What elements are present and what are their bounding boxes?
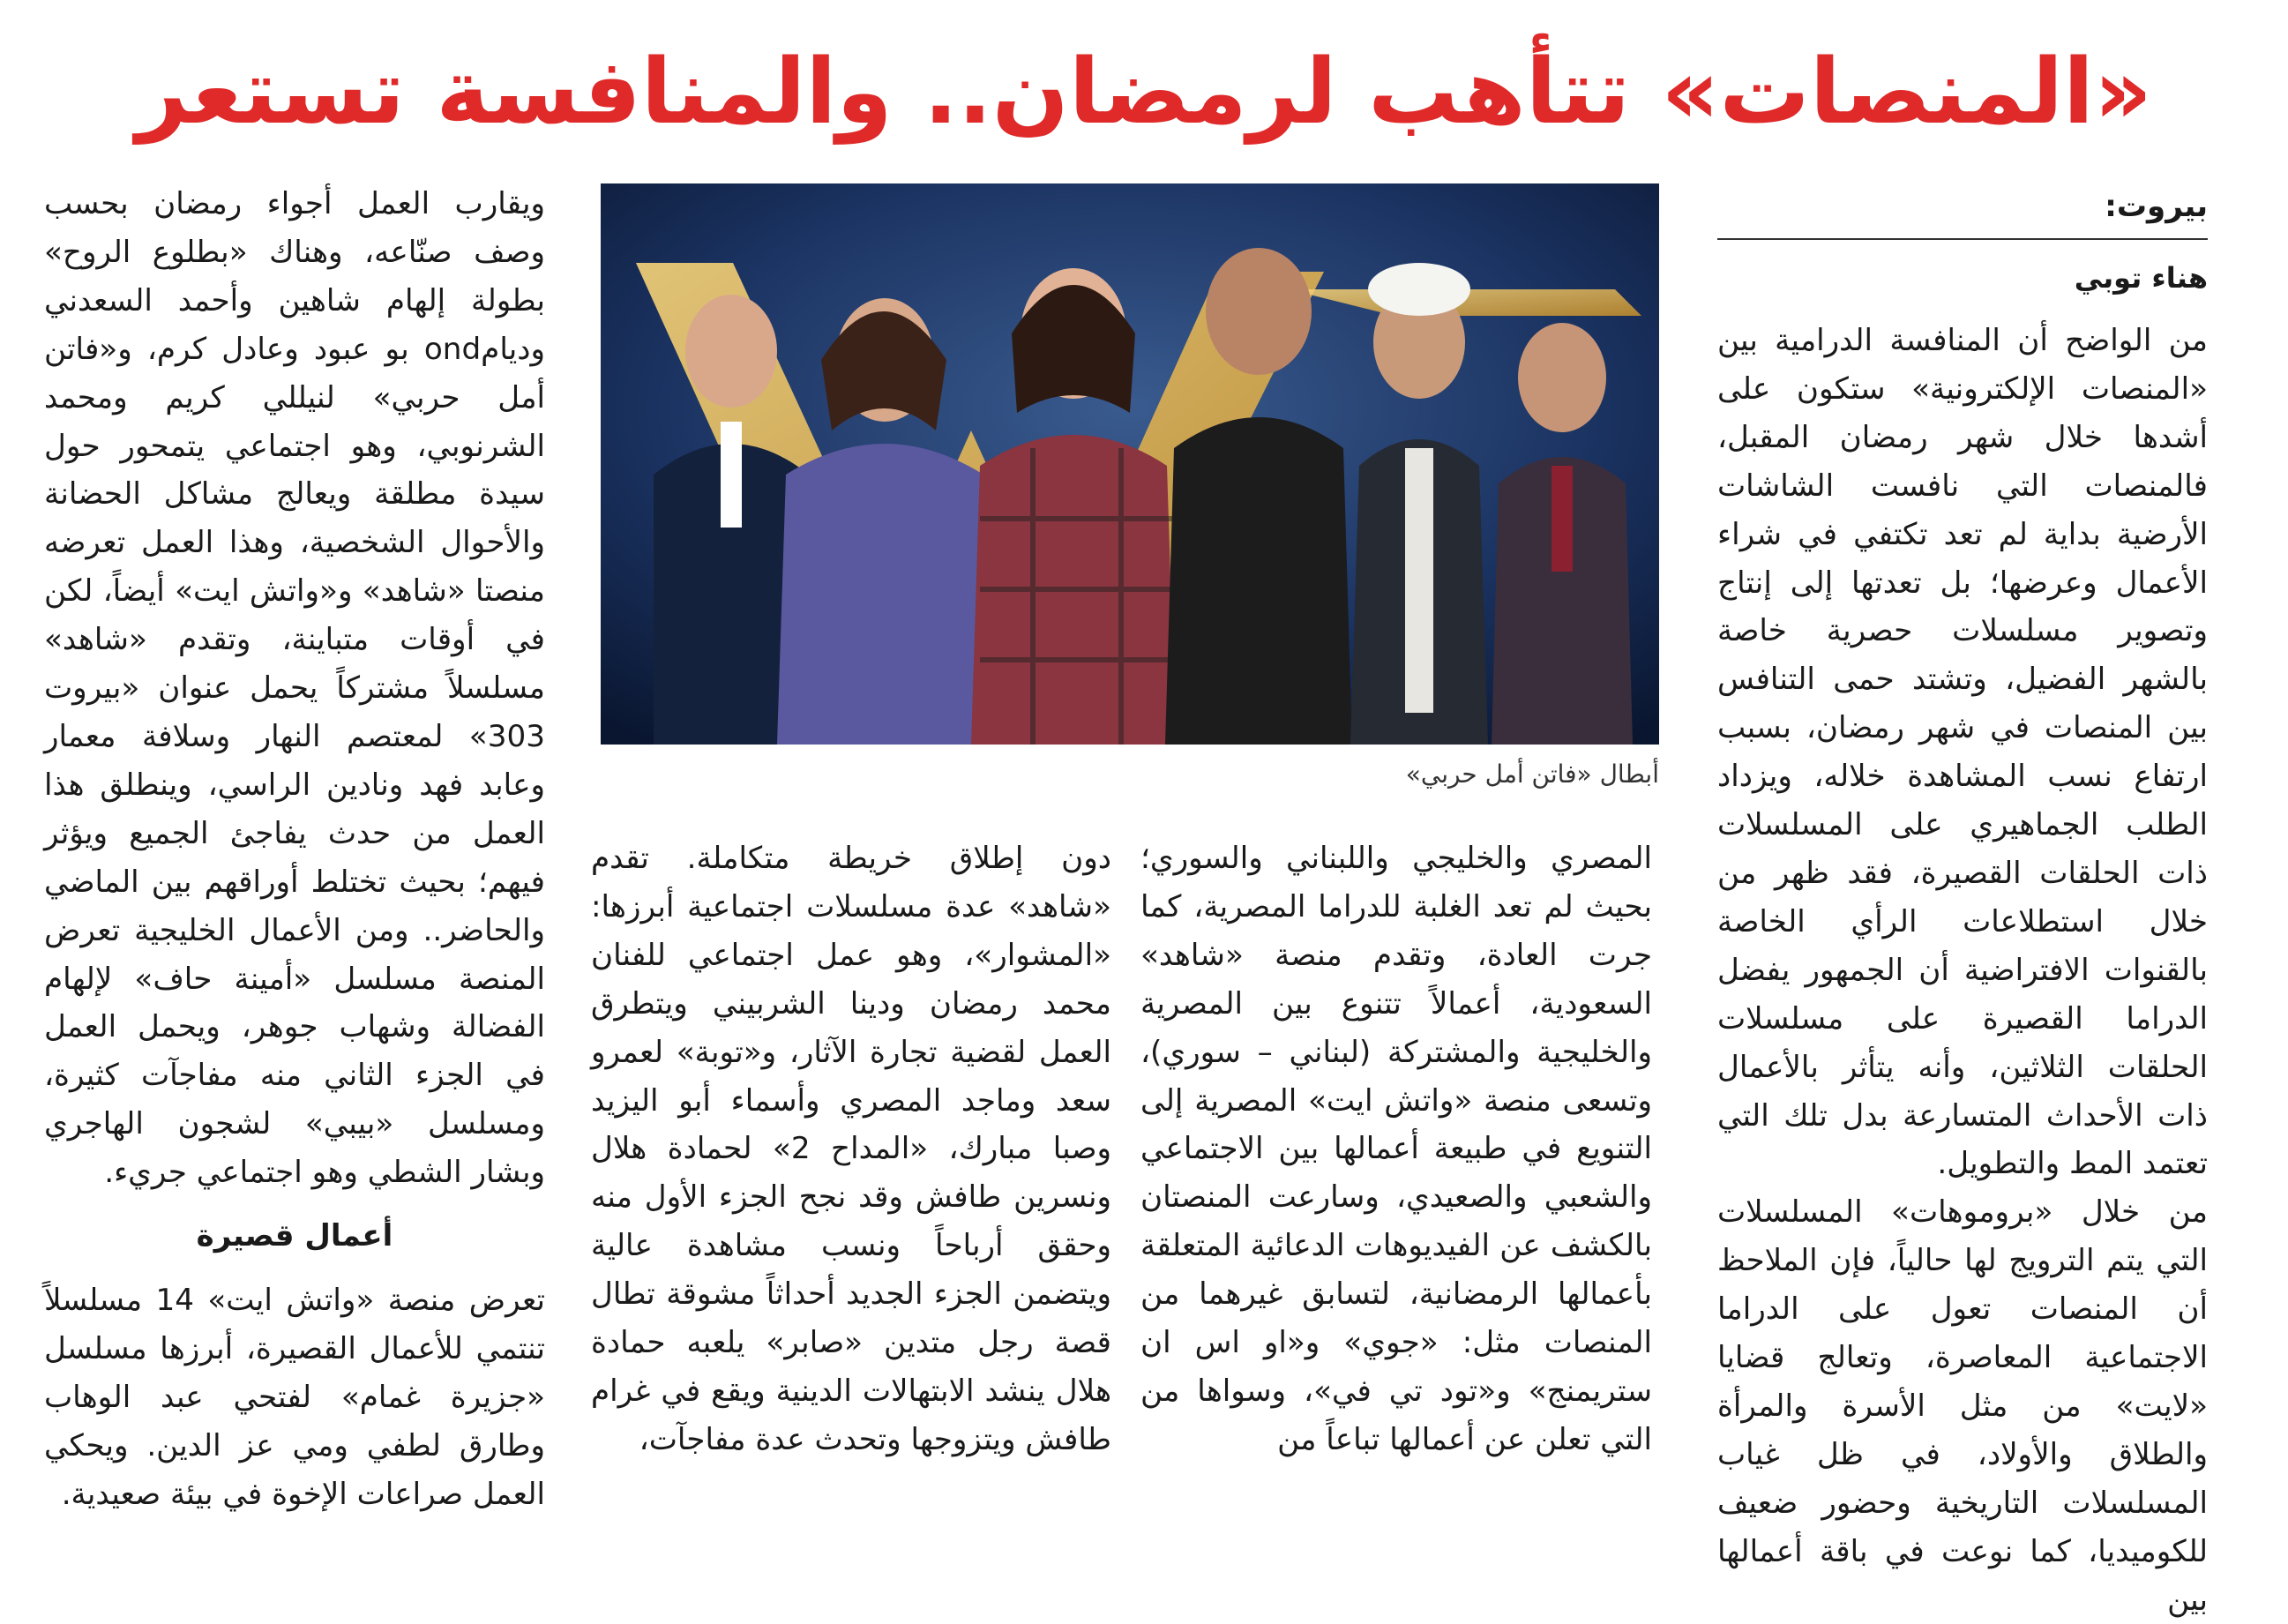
byline-divider (1717, 238, 2208, 240)
byline (1717, 182, 2208, 302)
photo-caption: أبطال «فاتن أمل حربي» (1405, 760, 1659, 789)
headline: «المنصات» تتأهب لرمضان.. والمنافسة تستعر (136, 40, 2152, 145)
byline-author: هناء توبي (2074, 261, 2208, 295)
byline-city: بيروت: (2105, 189, 2208, 224)
cast-photo-illustration (601, 183, 1659, 745)
subheading: أعمال قصيرة (196, 1218, 393, 1254)
paragraph: من الواضح أن المنافسة الدرامية بين «المنصات الإلكترونية» ستكون على أشدها خلال شهر رمضان المقبل، فالمنصات التي نافست الشاشات الأرضية بداية لم تعد تكتفي في شراء الأعمال وعرضها؛ بل تعدتها إلى إنتاج وتصوير مسلسلات حصرية خاصة بالشهر الفضيل، وتشتد حمى التنافس بين المنصات في شهر رمضان، بسبب ارتفاع نسب المشاهدة خلاله، ويزداد الطلب الجماهيري على المسلسلات ذات الحلقات القصيرة، فقد ظهر من خلال استطلاعات الرأي الخاصة بالقنوات الافتراضية أن الجمهور يفضل الدراما القصيرة على مسلسلات الحلقات الثلاثين، وأنه يتأثر بالأعمال ذات الأحداث المتسارعة بدل تلك التي تعتمد المط والتطويل. (1717, 323, 2208, 1182)
article-column-4 (44, 180, 545, 1519)
paragraph: من خلال «بروموهات» المسلسلات التي يتم الترويج لها حالياً، فإن الملاحظ أن المنصات تعول على الدراما الاجتماعية المعاصرة، وتعالج قضايا «لايت» من مثل الأسرة والمرأة والطلاق والأولاد، في ظل غياب المسلسلات التاريخية وحضور ضعيف للكوميديا، كما نوعت في باقة أعمالها بين (1717, 1194, 2208, 1618)
paragraph: المصري والخليجي واللبناني والسوري؛ بحيث لم تعد الغلبة للدراما المصرية، كما جرت العادة، وتقدم منصة «شاهد» السعودية، أعمالاً تتنوع بين المصرية والخليجية والمشتركة (لبناني – سوري)، وتسعى منصة «واتش ايت» المصرية إلى التنويع في طبيعة أعمالها بين الاجتماعي والشعبي والصعيدي، وسارعت المنصتان بالكشف عن الفيديوهات الدعائية المتعلقة بأعمالها الرمضانية، لتسابق غيرهما من المنصات مثل: «جوي» و«او اس ان ستريمنج» و«تود تي في»، وسواها من التي تعلن عن أعمالها تباعاً من (1140, 841, 1652, 1457)
paragraph: دون إطلاق خريطة متكاملة. تقدم «شاهد» عدة مسلسلات اجتماعية أبرزها: «المشوار»، وهو عمل اجتماعي للفنان محمد رمضان ودينا الشربيني ويتطرق العمل لقضية تجارة الآثار، و«توبة» لعمرو سعد وماجد المصري وأسماء أبو اليزيد وصبا مبارك، «المداح 2» لحمادة هلال ونسرين طافش وقد نجح الجزء الأول منه وحقق أرباحاً ونسب مشاهدة عالية ويتضمن الجزء الجديد أحداثاً مشوقة تطال قصة رجل متدين «صابر» يلعبه حمادة هلال ينشد الابتهالات الدينية ويقع في غرام طافش ويتزوجها وتحدث عدة مفاجآت، (591, 841, 1111, 1457)
paragraph: تعرض منصة «واتش ايت» 14 مسلسلاً تنتمي للأعمال القصيرة، أبرزها مسلسل «جزيرة غمام» لفتحي عبد الوهاب وطارق لطفي ومي عز الدين. ويحكي العمل صراعات الإخوة في بيئة صعيدية. (44, 1283, 545, 1512)
article-column-3 (591, 834, 1111, 1464)
paragraph: ويقارب العمل أجواء رمضان بحسب وصف صنّاعه، وهناك «بطلوع الروح» بطولة إلهام شاهين وأحمد السعدني وديامond بو عبود وعادل كرم، و«فاتن أمل حربي» لنيللي كريم ومحمد الشرنوبي، وهو اجتماعي يتمحور حول سيدة مطلقة ويعالج مشاكل الحضانة والأحوال الشخصية، وهذا العمل تعرضه منصتا «شاهد» و«واتش ايت» أيضاً، لكن في أوقات متباينة، وتقدم «شاهد» مسلسلاً مشتركاً يحمل عنوان «بيروت 303» لمعتصم النهار وسلافة معمار وعابد فهد ونادين الراسي، وينطلق هذا العمل من حدث يفاجئ الجميع ويؤثر فيهم؛ بحيث تختلط أوراقهم بين الماضي والحاضر.. ومن الأعمال الخليجية تعرض المنصة مسلسل «أمينة حاف» لإلهام الفضالة وشهاب جوهر، ويحمل العمل في الجزء الثاني منه مفاجآت كثيرة، ومسلسل «بيبي» لشجون الهاجري وبشار الشطي وهو اجتماعي جريء. (44, 186, 545, 1191)
article-column-2 (1140, 834, 1652, 1464)
cast-photo (601, 183, 1659, 745)
article-column-1 (1717, 317, 2208, 1624)
